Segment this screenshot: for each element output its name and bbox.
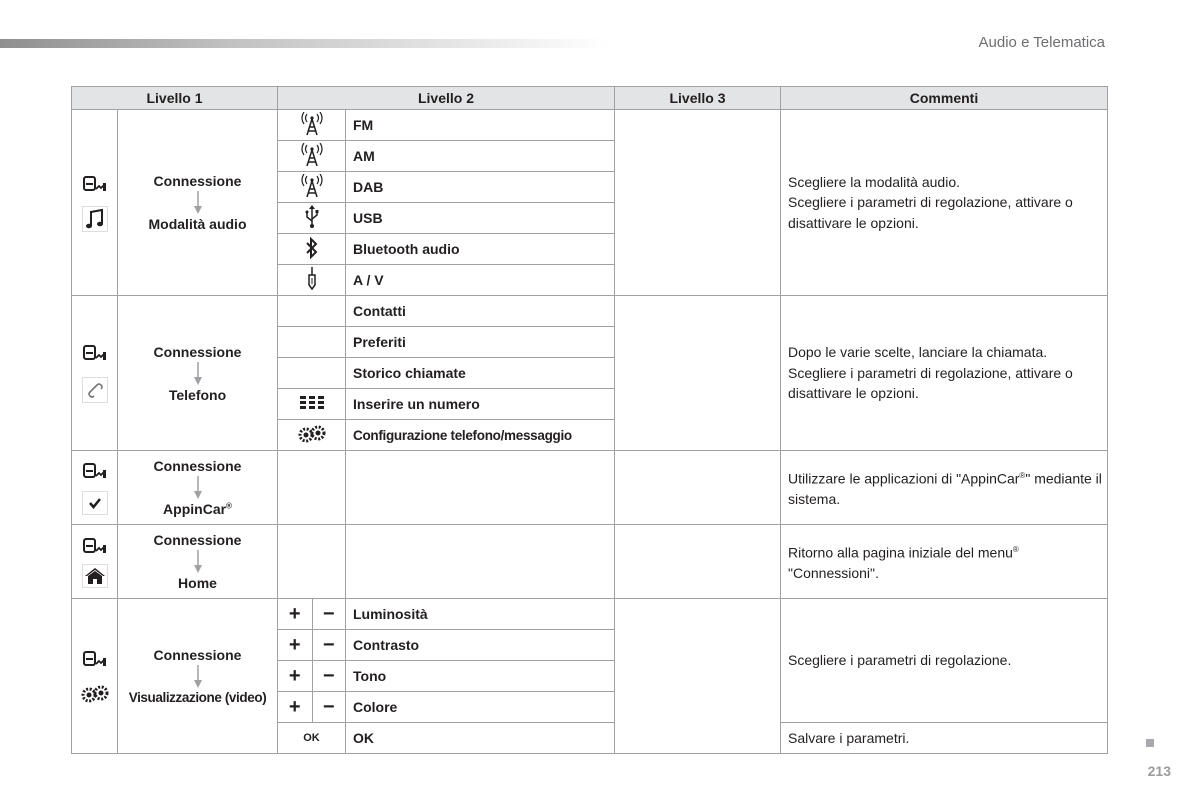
level2-label: OK (346, 723, 615, 754)
level1-top-label: Connessione (153, 173, 242, 189)
level2-icon-cell (278, 265, 346, 296)
level1-top-label: Connessione (153, 343, 242, 360)
level1-top-label: Connessione (153, 647, 242, 663)
comment-cell: Dopo le varie scelte, lanciare la chiamata. Scegliere i parametri di regolazione, attivare o disattivare le opzioni. (781, 296, 1108, 451)
level1-icons-cell (72, 296, 118, 451)
arrow-down-icon (193, 665, 203, 689)
comment-cell: Scegliere i parametri di regolazione. (781, 599, 1108, 723)
antenna-icon (301, 143, 323, 167)
table-row (72, 296, 1108, 327)
level1-label-cell (118, 599, 278, 754)
level2-icon-cell (278, 327, 346, 358)
level1-icons-cell (72, 525, 118, 599)
level2-label: Luminosità (346, 599, 615, 630)
level2-label: USB (346, 203, 615, 234)
level2-icon-cell (278, 172, 346, 203)
gears-icon (298, 425, 326, 443)
minus-icon: − (322, 696, 335, 718)
level2-label: AM (346, 141, 615, 172)
level1-icons-cell (72, 451, 118, 525)
plus-icon: + (278, 661, 313, 691)
antenna-icon (301, 174, 323, 198)
level3-cell (615, 110, 781, 296)
level2-icon-cell (278, 451, 346, 525)
checkmark-icon (82, 491, 108, 515)
level2-icon-cell (278, 234, 346, 265)
table-header-row (72, 87, 1108, 110)
level3-cell (615, 525, 781, 599)
arrow-down-icon (193, 191, 203, 215)
level2-label: A / V (346, 265, 615, 296)
level2-label: DAB (346, 172, 615, 203)
level1-bottom-label: AppinCar® (163, 501, 232, 517)
level1-bottom-label: Visualizzazione (video) (128, 690, 267, 705)
level2-label: Colore (346, 692, 615, 723)
arrow-down-icon (193, 362, 203, 386)
arrow-down-icon (193, 550, 203, 574)
plus-icon: + (278, 692, 313, 722)
level1-label-cell (118, 296, 278, 451)
level2-label: Storico chiamate (346, 358, 615, 389)
connection-icon (82, 649, 108, 669)
level2-icon-cell (278, 692, 346, 723)
level2-icon-cell (278, 525, 346, 599)
home-icon (82, 564, 108, 588)
level2-label: Bluetooth audio (346, 234, 615, 265)
level1-icons-cell (72, 599, 118, 754)
connection-icon (82, 536, 108, 556)
comment-cell: Scegliere la modalità audio. Scegliere i parametri di regolazione, attivare o disattivare le opzioni. (781, 110, 1108, 296)
level1-label-cell (118, 525, 278, 599)
table-row (72, 599, 1108, 630)
header-comments: Commenti (781, 87, 1108, 110)
level2-label: Preferiti (346, 327, 615, 358)
level1-label-cell (118, 451, 278, 525)
header-decorative-bar (0, 39, 610, 48)
level2-icon-cell (278, 630, 346, 661)
antenna-icon (301, 112, 323, 136)
comment-cell: Ritorno alla pagina iniziale del menu® "Connessioni". (781, 525, 1108, 599)
minus-icon: − (322, 634, 335, 656)
level2-label: Inserire un numero (346, 389, 615, 420)
level1-bottom-label: Home (178, 575, 217, 591)
level2-icon-cell (278, 661, 346, 692)
level2-label: FM (346, 110, 615, 141)
level1-top-label: Connessione (153, 458, 242, 474)
plus-icon: + (278, 630, 313, 660)
aux-jack-icon (306, 267, 318, 291)
section-title: Audio e Telematica (978, 34, 1105, 51)
table-row (72, 110, 1108, 141)
registered-mark: ® (1012, 544, 1019, 554)
level1-top-label: Connessione (153, 532, 242, 548)
level2-icon-cell (278, 358, 346, 389)
plus-icon: + (278, 599, 313, 629)
comment-cell: Salvare i parametri. (781, 723, 1108, 754)
registered-mark: ® (226, 501, 232, 511)
header-level1: Livello 1 (72, 87, 278, 110)
phone-icon (82, 377, 108, 403)
level2-label: Contrasto (346, 630, 615, 661)
level2-icon-cell (278, 203, 346, 234)
level2-label: Tono (346, 661, 615, 692)
usb-icon (304, 205, 320, 229)
level3-cell (615, 296, 781, 451)
level1-bottom-label: Modalità audio (148, 216, 247, 232)
level2-icon-cell (278, 389, 346, 420)
level2-icon-cell (278, 599, 346, 630)
arrow-down-icon (193, 476, 203, 500)
level2-icon-cell (278, 296, 346, 327)
keypad-icon (299, 394, 325, 412)
table-row (72, 451, 1108, 525)
ok-icon: OK (278, 723, 346, 754)
table-row (72, 525, 1108, 599)
minus-icon: − (322, 603, 335, 625)
bluetooth-icon (305, 237, 319, 259)
page-number: 213 (1147, 763, 1171, 779)
level2-icon-cell (278, 420, 346, 451)
menu-table (71, 86, 1108, 754)
music-note-icon (82, 206, 108, 232)
minus-icon: − (322, 665, 335, 687)
connection-icon (82, 174, 108, 194)
level2-label: Contatti (346, 296, 615, 327)
connection-icon (82, 461, 108, 481)
level1-icons-cell (72, 110, 118, 296)
level1-label-cell (118, 110, 278, 296)
gears-icon (81, 685, 109, 703)
level2-label-cell (346, 525, 615, 599)
level2-icon-cell (278, 110, 346, 141)
registered-mark: ® (1019, 470, 1026, 480)
level1-bottom-label: Telefono (168, 386, 227, 403)
header-level3: Livello 3 (615, 87, 781, 110)
level3-cell (615, 599, 781, 754)
level2-icon-cell (278, 141, 346, 172)
level3-cell (615, 451, 781, 525)
page-marker (1146, 739, 1154, 747)
comment-cell: Utilizzare le applicazioni di "AppinCar®" mediante il sistema. (781, 451, 1108, 525)
header-level2: Livello 2 (278, 87, 615, 110)
connection-icon (82, 343, 108, 363)
level2-label: Configurazione telefono/messaggio (346, 420, 615, 451)
level2-label-cell (346, 451, 615, 525)
